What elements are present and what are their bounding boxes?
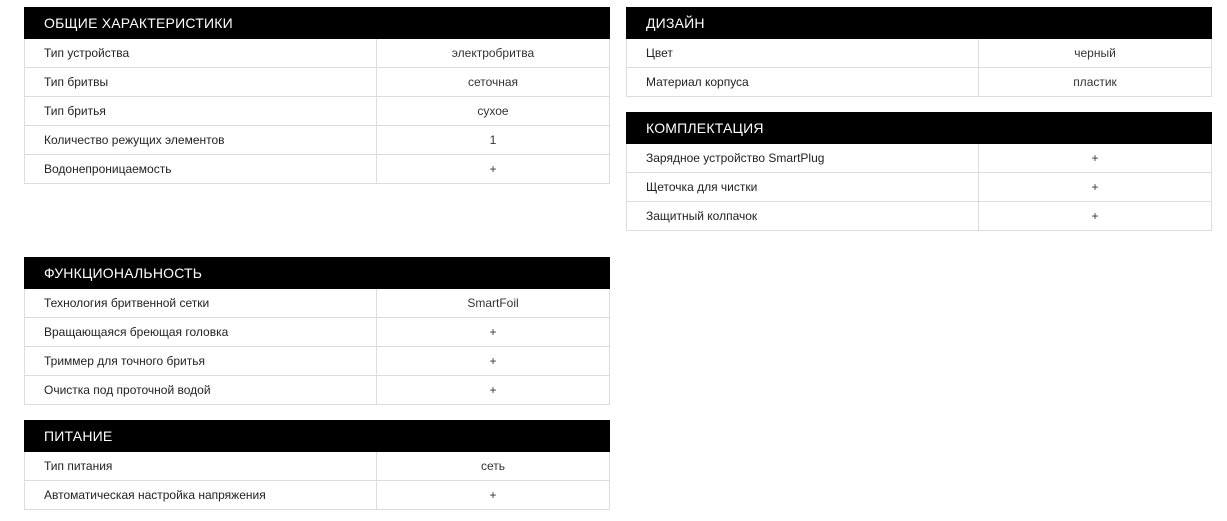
spec-name: Щеточка для чистки <box>627 173 979 201</box>
spec-row <box>626 39 1212 68</box>
spec-row <box>626 68 1212 97</box>
spec-row <box>24 126 610 155</box>
spec-name: Очистка под проточной водой <box>25 376 377 404</box>
section-title: ФУНКЦИОНАЛЬНОСТЬ <box>24 257 610 289</box>
spec-value: сеть <box>480 459 506 473</box>
spec-row <box>24 347 610 376</box>
spec-section-general <box>24 7 610 184</box>
spec-row <box>24 155 610 184</box>
spec-row <box>24 452 610 481</box>
spec-name: Тип устройства <box>25 39 377 67</box>
spec-value: электробритва <box>451 46 535 60</box>
spec-value: + <box>489 383 497 397</box>
spec-name: Защитный колпачок <box>627 202 979 230</box>
spec-name: Тип питания <box>25 452 377 480</box>
spec-row <box>24 289 610 318</box>
spec-value: + <box>489 354 497 368</box>
section-title: ДИЗАЙН <box>626 7 1212 39</box>
spec-value: + <box>489 162 497 176</box>
spec-name: Цвет <box>627 39 979 67</box>
spec-section-power <box>24 420 610 510</box>
spec-name: Триммер для точного бритья <box>25 347 377 375</box>
spec-value: пластик <box>1073 75 1117 89</box>
spec-name: Тип бритья <box>25 97 377 125</box>
spec-value: сеточная <box>467 75 519 89</box>
spec-value: + <box>489 325 497 339</box>
section-title: ПИТАНИЕ <box>24 420 610 452</box>
spec-value: + <box>1091 209 1099 223</box>
spec-value: сухое <box>477 104 509 118</box>
spec-row <box>24 68 610 97</box>
spec-section-function <box>24 257 610 405</box>
spec-name: Водонепроницаемость <box>25 155 377 183</box>
spec-row <box>24 318 610 347</box>
spec-row <box>626 202 1212 231</box>
spec-value: + <box>1091 180 1099 194</box>
spec-value: черный <box>1074 46 1116 60</box>
spec-row <box>626 144 1212 173</box>
spec-row <box>24 481 610 510</box>
spec-row <box>626 173 1212 202</box>
spec-name: Тип бритвы <box>25 68 377 96</box>
spec-name: Технология бритвенной сетки <box>25 289 377 317</box>
spec-row <box>24 97 610 126</box>
spec-value: + <box>489 488 497 502</box>
spec-name: Материал корпуса <box>627 68 979 96</box>
spec-row <box>24 39 610 68</box>
spec-section-design <box>626 7 1212 97</box>
spec-value: 1 <box>489 133 497 147</box>
section-title: ОБЩИЕ ХАРАКТЕРИСТИКИ <box>24 7 610 39</box>
spec-name: Автоматическая настройка напряжения <box>25 481 377 509</box>
spec-name: Количество режущих элементов <box>25 126 377 154</box>
spec-value: + <box>1091 151 1099 165</box>
section-title: КОМПЛЕКТАЦИЯ <box>626 112 1212 144</box>
spec-value: SmartFoil <box>467 296 519 310</box>
spec-name: Вращающаяся бреющая головка <box>25 318 377 346</box>
spec-name: Зарядное устройство SmartPlug <box>627 144 979 172</box>
spec-row <box>24 376 610 405</box>
spec-section-kit <box>626 112 1212 231</box>
